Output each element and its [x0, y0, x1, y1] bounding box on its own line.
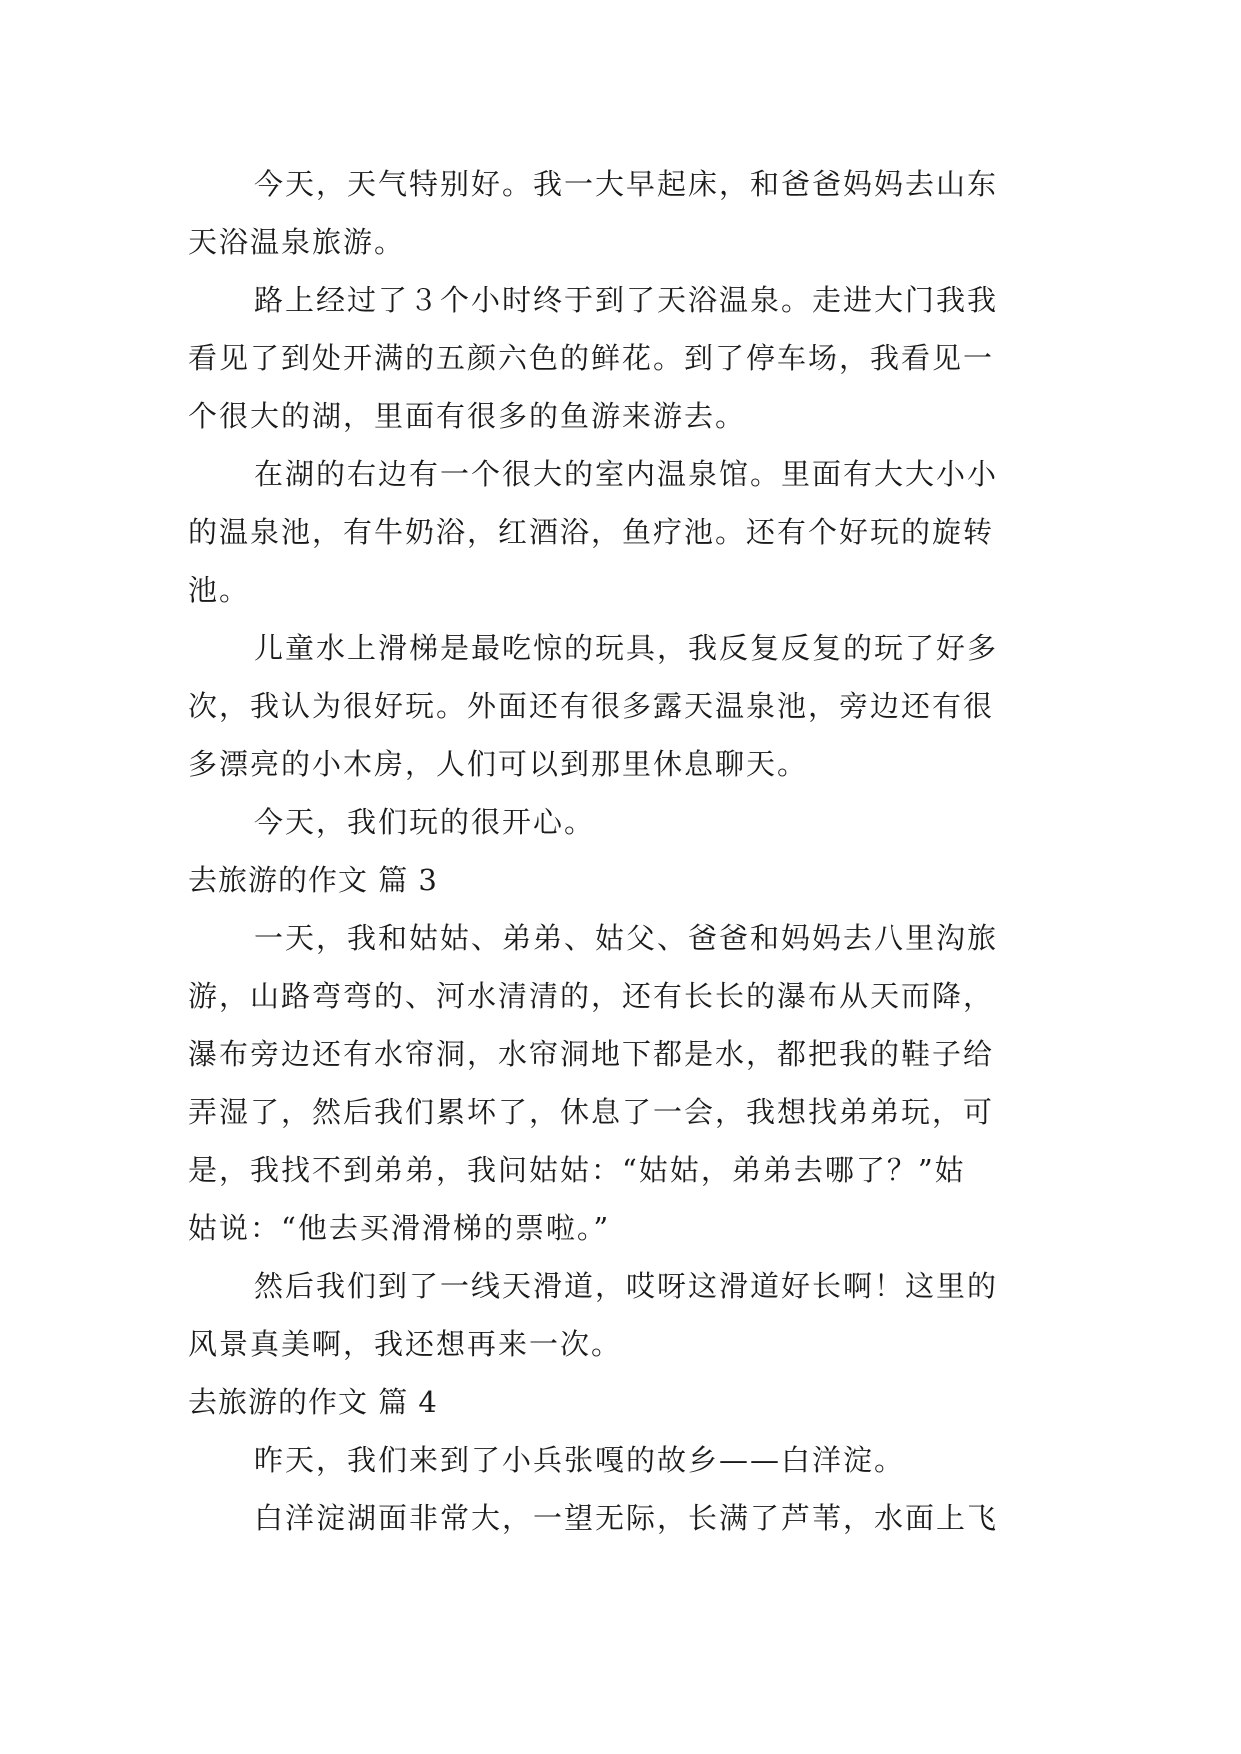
section-heading-4: 去旅游的作文 篇 4	[188, 1385, 438, 1419]
paragraph-line: 昨天，我们来到了小兵张嘎的故乡——白洋淀。	[254, 1443, 906, 1477]
paragraph-line: 风景真美啊，我还想再来一次。	[188, 1327, 623, 1361]
paragraph	[188, 619, 1048, 793]
paragraph-line: 一天，我和姑姑、弟弟、姑父、爸爸和妈妈去八里沟旅	[254, 921, 999, 955]
document-body	[188, 155, 1048, 1547]
section-heading-3: 去旅游的作文 篇 3	[188, 863, 438, 897]
paragraph-line: 儿童水上滑梯是最吃惊的玩具，我反复反复的玩了好多	[254, 631, 999, 665]
paragraph-line: 天浴温泉旅游。	[188, 225, 406, 259]
paragraph	[188, 155, 1048, 271]
paragraph-line: 个很大的湖，里面有很多的鱼游来游去。	[188, 399, 747, 433]
paragraph	[188, 1257, 1048, 1373]
paragraph	[188, 1489, 1048, 1547]
paragraph	[188, 271, 1048, 445]
paragraph-line: 在湖的右边有一个很大的室内温泉馆。里面有大大小小	[254, 457, 999, 491]
paragraph-line: 次，我认为很好玩。外面还有很多露天温泉池，旁边还有很	[188, 689, 995, 723]
paragraph-line: 是，我找不到弟弟，我问姑姑：“姑姑，弟弟去哪了？”姑	[188, 1153, 966, 1187]
paragraph-line: 然后我们到了一线天滑道，哎呀这滑道好长啊！这里的	[254, 1269, 999, 1303]
paragraph-line: 多漂亮的小木房，人们可以到那里休息聊天。	[188, 747, 809, 781]
paragraph-line: 池。	[188, 573, 251, 607]
paragraph-line: 姑说：“他去买滑滑梯的票啦。”	[188, 1211, 611, 1245]
paragraph	[188, 445, 1048, 619]
paragraph-line: 的温泉池，有牛奶浴，红酒浴，鱼疗池。还有个好玩的旋转	[188, 515, 995, 549]
paragraph	[188, 909, 1048, 1257]
paragraph-line: 弄湿了，然后我们累坏了，休息了一会，我想找弟弟玩，可	[188, 1095, 995, 1129]
paragraph-line: 游，山路弯弯的、河水清清的，还有长长的瀑布从天而降，	[188, 979, 995, 1013]
paragraph	[188, 793, 1048, 851]
paragraph-line: 看见了到处开满的五颜六色的鲜花。到了停车场，我看见一	[188, 341, 995, 375]
paragraph-line: 今天，天气特别好。我一大早起床，和爸爸妈妈去山东	[254, 167, 999, 201]
paragraph-line: 白洋淀湖面非常大，一望无际，长满了芦苇，水面上飞	[254, 1501, 999, 1535]
paragraph	[188, 1431, 1048, 1489]
paragraph-line: 路上经过了３个小时终于到了天浴温泉。走进大门我我	[254, 283, 999, 317]
paragraph-line: 今天，我们玩的很开心。	[254, 805, 596, 839]
paragraph-line: 瀑布旁边还有水帘洞，水帘洞地下都是水，都把我的鞋子给	[188, 1037, 995, 1071]
